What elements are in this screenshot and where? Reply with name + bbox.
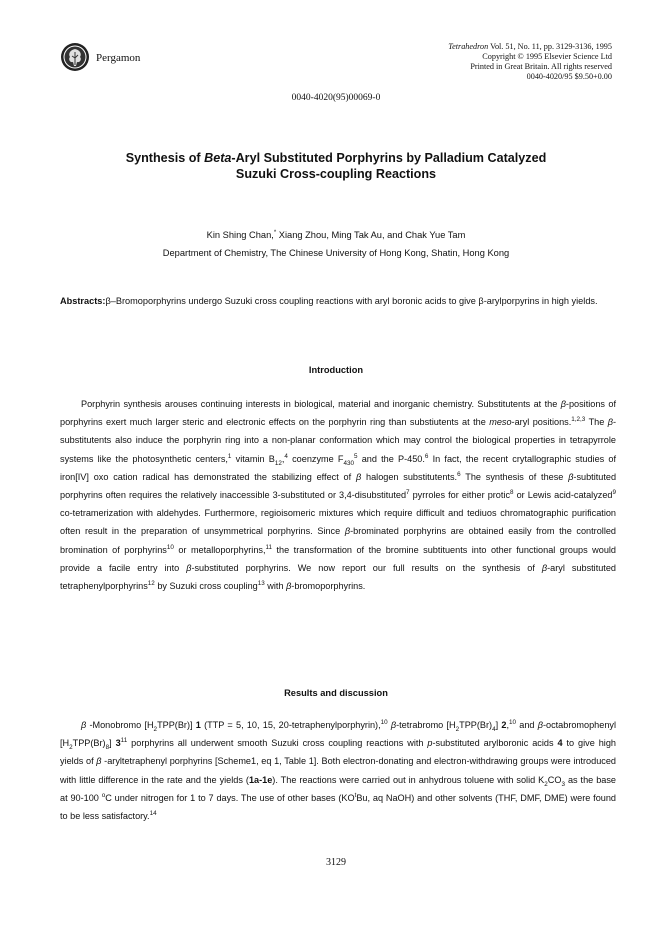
elsevier-tree-icon — [60, 42, 90, 72]
introduction-paragraph: Porphyrin synthesis arouses continuing interests in biological, material and inorganic chemistry. Substitutents at the β-positions of porphyrins exert much larger steric and electronic effects on the porphyrin ring than substiutents at the meso-aryl positions.$^{1,2,3}$ The β-substitutents also induce the porphyrin ring into a non-planar conformation which may control the biological properties in tetrapyrrole systems like the photosynthetic centers,$^1$ vitamin $B_{12},^4$ coenzyme $F_{430}^5$ and the P-450.$^6$ In fact, the recent crytallographic studies of iron[IV] oxo cation radical has demonstrated the stabilizing effect of β halogen substitutents.$^6$ The synthesis of these β-subtituted porphyrins often requires the relatively inaccessible 3-substituted or 3,4-disubstituted$^7$ pyrroles for either protic$^8$ or Lewis acid-catalyzed$^9$ co-tetramerization with aldehydes. Furthermore, regioisomeric mixtures which require difficult and tediuos chromatographic purification often result in the preparation of unsymmetrical porphyrins. Since β-brominated porphyrins are obtained easily from the controlled bromination of porphyrins$^{10}$ or metalloporphyrins,$^{11}$ the transformation of the bromine subtituents into other functional groups would provide a facile entry into β-substituted porphyrins. We now report our full results on the synthesis of β-aryl substituted tetraphenylporphyrins$^{12}$ by Suzuki cross coupling$^{13}$ with β-bromoporphyrins. — [60, 399, 617, 592]
abstract-label: Abstracts: — [60, 296, 106, 306]
abstract — [60, 292, 615, 310]
journal-info — [448, 42, 612, 82]
article-code: 0040-4020(95)00069-0 — [291, 93, 381, 103]
author-names: Kin Shing Chan,* Xiang Zhou, Ming Tak Au, and Chak Yue Tam — [206, 230, 466, 241]
page-number: 3129 — [326, 857, 346, 868]
author-block — [0, 224, 672, 262]
issn-line: 0040-4020/95 $9.50+0.00 — [526, 72, 612, 81]
results-heading: Results and discussion — [284, 688, 388, 698]
paper-title: Synthesis of Beta-Aryl Substituted Porphyrins by Palladium Catalyzed Suzuki Cross-coupling Reactions — [125, 151, 547, 181]
publisher-name: Pergamon — [96, 52, 141, 64]
printed-line: Printed in Great Britain. All rights reserved — [470, 62, 612, 71]
introduction-heading: Introduction — [308, 365, 364, 375]
abstract-text: β–Bromoporphyrins undergo Suzuki cross coupling reactions with aryl boronic acids to give β-arylporpyrins in high yields. — [105, 296, 598, 306]
journal-citation: Tetrahedron Vol. 51, No. 11, pp. 3129-3136, 1995 — [448, 42, 612, 51]
results-paragraph: β -Monobromo $[H_2TPP(Br)]$ 1 (TTP = 5, 10, 15, 20-tetraphenylporphyrin),$^{10}$ β-tetrabromo $[H_2TPP(Br)_4]$ 2,10 and β-octabromophenyl $[H_2TPP(Br)_8]$ $3^{11}$ porphyrins all underwent smooth Suzuki cross coupling reactions with p-substituted arylboronic acids 4 to give high yields of β -aryltetraphenyl porphyrins [Scheme1, eq 1, Table 1]. Both electron-donating and electron-withdrawing groups were introduced with little difference in the rate and the yields (1a-1e). The reactions were carried out in anhydrous toluene with solid $K_2CO_3$ as the base at 90-100 $^o$C under nitrogen for 1 to 7 days. The use of other bases ($KO^tBu$, aq NaOH) and other solvents (THF, DMF, DME) were found to be less satisfactory.$^{14}$ — [60, 718, 617, 822]
copyright-line: Copyright © 1995 Elsevier Science Ltd — [482, 52, 612, 61]
affiliation: Department of Chemistry, The Chinese University of Hong Kong, Shatin, Hong Kong — [162, 248, 510, 259]
